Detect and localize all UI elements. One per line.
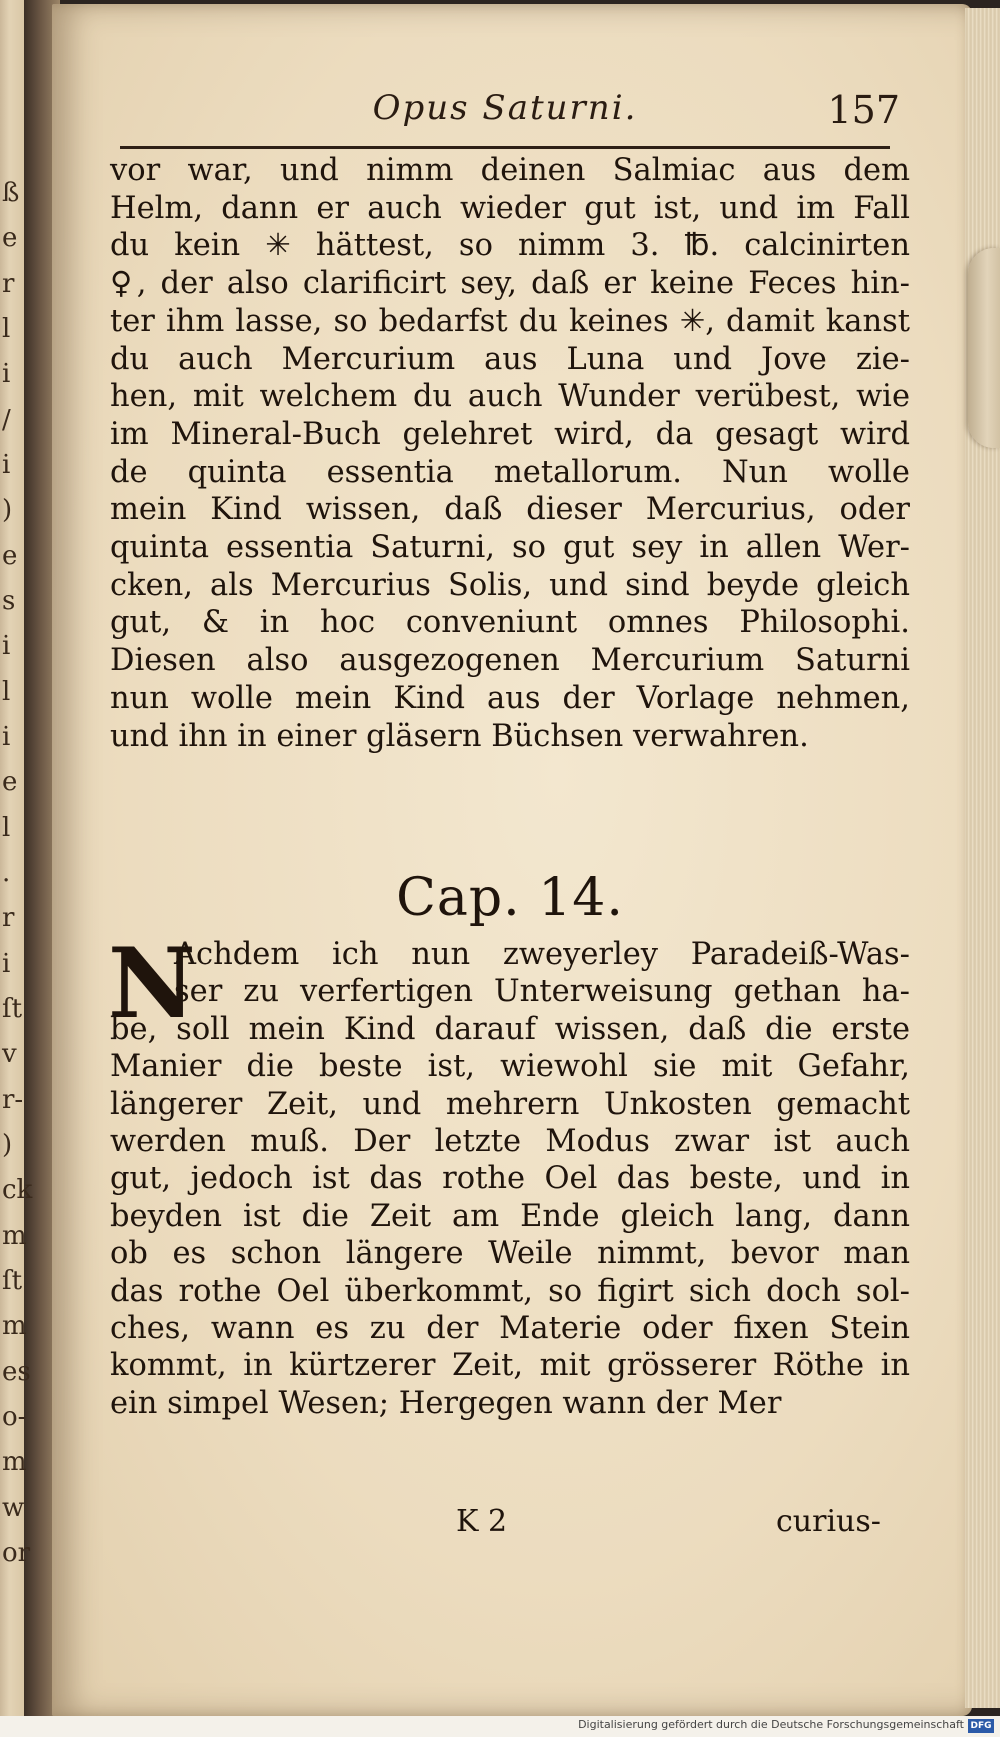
margin-fragment: v [2,1039,17,1070]
margin-fragment: i [2,631,11,662]
text-line: ob es schon längere Weile nimmt, bevor man [110,1236,910,1272]
text-line: de quinta essentia metallorum. Nun wolle [110,454,910,490]
margin-fragment: e [2,767,18,798]
paragraph-1 [110,152,910,755]
text-line: Helm, dann er auch wieder gut ist, und im Fall [110,190,910,226]
margin-fragment: / [2,404,11,435]
header-rule [120,146,890,149]
running-title: Opus Saturni. [372,88,638,128]
text-line: und ihn in einer gläsern Büchsen verwahren. [110,718,809,754]
text-line: mein Kind wissen, daß dieser Mercurius, oder [110,492,910,528]
digitization-credit: Digitalisierung gefördert durch die Deutsche Forschungsgemeinschaft [578,1718,964,1731]
margin-fragment: l [2,314,11,344]
margin-fragment: ) [2,1130,13,1160]
text-line: hen, mit welchem du auch Wunder verübest, wie [110,379,910,415]
drop-cap: N [108,927,196,1040]
margin-fragment: s [2,586,16,616]
margin-fragment: . [2,858,11,888]
text-line: das rothe Oel überkommt, so figirt sich doch sol- [110,1273,910,1309]
signature-mark: K 2 [456,1504,508,1539]
margin-fragment: r [2,903,15,934]
margin-fragment: ß [2,178,20,208]
margin-fragment: i [2,450,11,480]
text-line: werden muß. Der letzte Modus zwar ist auch [110,1124,910,1160]
text-line: kommt, in kürtzerer Zeit, mit grösserer Röthe in [110,1348,910,1384]
text-line: nun wolle mein Kind aus der Vorlage nehmen, [110,680,910,716]
text-line: gut, jedoch ist das rothe Oel das beste, und in [110,1161,910,1197]
text-line: cken, als Mercurius Solis, und sind beyde gleich [110,567,910,603]
margin-fragment: m [2,1220,27,1251]
text-line: du kein ✳ hättest, so nimm 3. ℔. calcinirten [110,228,910,264]
text-line: Diesen also ausgezogenen Mercurium Saturni [110,643,910,679]
margin-fragment: l [2,676,11,707]
page-clip [968,248,1000,448]
dfg-logo-icon: DFG [968,1719,994,1733]
text-line: ser zu verfertigen Unterweisung gethan ha- [174,974,910,1010]
margin-fragment: i [2,722,11,752]
text-line: ter ihm lasse, so bedarfst du keines ✳, damit kanst [110,303,910,339]
margin-fragment: r [2,268,15,299]
chapter-heading: Cap. 14. [396,868,624,928]
text-line: ches, wann es zu der Materie oder fixen Stein [110,1311,910,1347]
margin-fragment: ck [2,1175,33,1206]
margin-fragment: e [2,540,18,571]
text-line: quinta essentia Saturni, so gut sey in allen Wer- [110,530,910,566]
margin-fragment: ſt [2,994,23,1024]
text-line: ♀, der also clarificirt sey, daß er keine Feces hin- [110,266,910,302]
margin-fragment: m [2,1311,27,1342]
margin-fragment: l [2,812,11,843]
margin-fragment: ) [2,495,13,526]
text-line: längerer Zeit, und mehrern Unkosten gemacht [110,1086,910,1122]
margin-fragment: or [2,1538,31,1568]
catchword: curius- [776,1504,881,1539]
text-line: Achdem ich nun zweyerley Paradeiß-Was- [174,937,910,972]
margin-fragment: m [2,1447,27,1478]
text-line: im Mineral-Buch gelehret wird, da gesagt wird [110,416,910,452]
text-line: Manier die beste ist, wiewohl sie mit Gefahr, [110,1049,910,1085]
page-number: 157 [827,88,900,132]
page-header [110,88,900,142]
margin-fragment: ſt [2,1266,23,1296]
margin-fragment: es [2,1356,31,1387]
text-line: vor war, und nimm deinen Salmiac aus dem [110,153,910,188]
text-line: be, soll mein Kind darauf wissen, daß die erste [110,1011,910,1047]
margin-fragment: r- [2,1084,24,1115]
text-line: beyden ist die Zeit am Ende gleich lang, dann [110,1198,910,1234]
text-line: du auch Mercurium aus Luna und Jove zie- [110,341,910,377]
margin-fragment: i [2,948,11,979]
text-line: ein simpel Wesen; Hergegen wann der Mer [110,1385,782,1421]
margin-fragment: o- [2,1402,27,1432]
margin-fragment: e [2,223,18,254]
margin-fragment: w [2,1492,25,1523]
paragraph-2 [108,927,910,1422]
margin-fragment: i [2,359,11,390]
text-line: gut, & in hoc conveniunt omnes Philosophi. [110,605,910,641]
